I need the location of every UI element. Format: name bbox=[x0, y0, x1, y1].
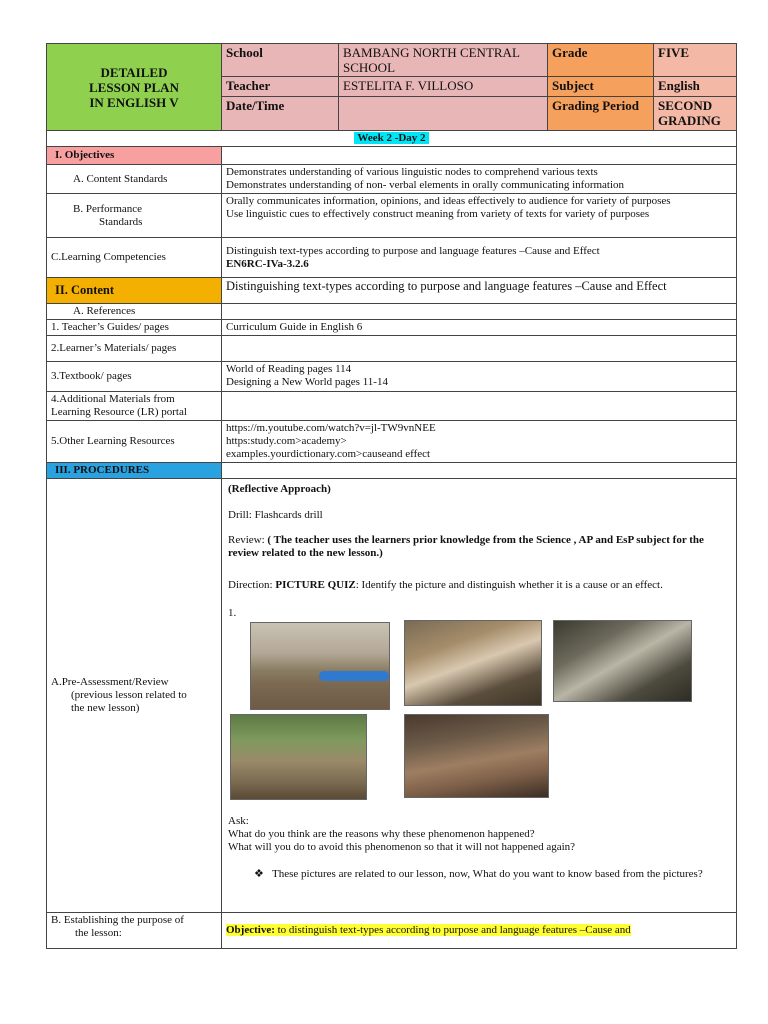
teachers-guide-value: Curriculum Guide in English 6 bbox=[222, 320, 737, 336]
grade-value: FIVE bbox=[654, 44, 737, 77]
grading-period-value: SECOND GRADING bbox=[654, 97, 737, 131]
grade-label: Grade bbox=[548, 44, 654, 77]
establishing-purpose-label: B. Establishing the purpose of the lesson: bbox=[47, 913, 222, 949]
subject-value: English bbox=[654, 77, 737, 97]
resource-link-study[interactable]: https:study.com>academy> bbox=[226, 435, 347, 447]
teacher-value: ESTELITA F. VILLOSO bbox=[339, 77, 548, 97]
approach-text: (Reflective Approach) bbox=[228, 483, 331, 495]
grading-period-label: Grading Period bbox=[548, 97, 654, 131]
date-value bbox=[339, 97, 548, 131]
school-value: BAMBANG NORTH CENTRAL SCHOOL bbox=[339, 44, 548, 77]
deforestation-photo-icon bbox=[230, 714, 367, 800]
content-value: Distinguishing text-types according to purpose and language features –Cause and Effect bbox=[222, 278, 737, 304]
additional-materials-value bbox=[222, 392, 737, 421]
pre-assessment-content bbox=[222, 479, 737, 913]
subject-label: Subject bbox=[548, 77, 654, 97]
date-label: Date/Time bbox=[222, 97, 339, 131]
additional-materials-label: 4.Additional Materials from Learning Resource (LR) portal bbox=[47, 392, 222, 421]
river-garbage-photo-icon bbox=[404, 620, 542, 706]
drill-text: Drill: Flashcards drill bbox=[228, 509, 323, 521]
document-title: DETAILED LESSON PLAN IN ENGLISH V bbox=[47, 44, 222, 131]
bullet-item: ❖ These pictures are related to our lesson, now, What do you want to know based from the pictures? bbox=[254, 868, 703, 880]
item-number: 1. bbox=[228, 607, 237, 619]
resource-link-youtube[interactable]: https://m.youtube.com/watch?v=jl-TW9vnNEE bbox=[226, 422, 436, 434]
pre-assessment-label: A.Pre-Assessment/Review (previous lesson related to the new lesson) bbox=[47, 479, 222, 913]
lesson-plan-table bbox=[46, 43, 737, 949]
resource-link-dictionary[interactable]: examples.yourdictionary.com>causeand effect bbox=[226, 448, 431, 460]
direction-text: Direction: PICTURE QUIZ: Identify the picture and distinguish whether it is a cause or an effect. bbox=[228, 579, 663, 591]
performance-standards-label: B. Performance Standards bbox=[47, 194, 222, 238]
question-2: What will you do to avoid this phenomenon so that it will not happened again? bbox=[228, 841, 576, 853]
learning-competencies-label: C.Learning Competencies bbox=[47, 238, 222, 278]
content-standards-value: Demonstrates understanding of various linguistic nodes to comprehend various texts Demonstrates understanding of non- verbal elements in orally communicating information bbox=[222, 165, 737, 194]
procedures-heading: III. PROCEDURES bbox=[47, 463, 222, 479]
learners-materials-value bbox=[222, 336, 737, 362]
learning-competencies-value: Distinguish text-types according to purpose and language features –Cause and Effect EN6RC-IVa-3.2.6 bbox=[222, 238, 737, 278]
dead-fish-photo-icon bbox=[553, 620, 692, 702]
textbook-label: 3.Textbook/ pages bbox=[47, 362, 222, 392]
school-label: School bbox=[222, 44, 339, 77]
other-resources-label: 5.Other Learning Resources bbox=[47, 421, 222, 463]
references-heading: A. References bbox=[47, 304, 222, 320]
objectives-heading: I. Objectives bbox=[47, 147, 222, 165]
question-1: What do you think are the reasons why these phenomenon happened? bbox=[228, 828, 535, 840]
content-standards-label: A. Content Standards bbox=[47, 165, 222, 194]
references-blank bbox=[222, 304, 737, 320]
establishing-purpose-value: Objective: to distinguish text-types according to purpose and language features –Cause and bbox=[222, 913, 737, 949]
procedures-heading-blank bbox=[222, 463, 737, 479]
teacher-label: Teacher bbox=[222, 77, 339, 97]
lesson-plan-document bbox=[46, 43, 736, 949]
learners-materials-label: 2.Learner’s Materials/ pages bbox=[47, 336, 222, 362]
diamond-bullet-icon: ❖ bbox=[254, 868, 264, 880]
performance-standards-value: Orally communicates information, opinions, and ideas effectively to audience for variety of purposes Use linguistic cues to effectively construct meaning from variety of texts for variety of purposes bbox=[222, 194, 737, 238]
textbook-value: World of Reading pages 114 Designing a New World pages 11-14 bbox=[222, 362, 737, 392]
content-heading: II. Content bbox=[47, 278, 222, 304]
week-row: Week 2 -Day 2 bbox=[47, 131, 737, 147]
landslide-rescue-photo-icon bbox=[404, 714, 549, 798]
teachers-guide-label: 1. Teacher’s Guides/ pages bbox=[47, 320, 222, 336]
review-text: Review: ( The teacher uses the learners prior knowledge from the Science , AP and EsP subject for the review related to the new lesson.) bbox=[228, 534, 704, 559]
ask-label: Ask: bbox=[228, 815, 249, 827]
flood-photo-icon bbox=[250, 622, 390, 710]
other-resources-value bbox=[222, 421, 737, 463]
objectives-heading-blank bbox=[222, 147, 737, 165]
